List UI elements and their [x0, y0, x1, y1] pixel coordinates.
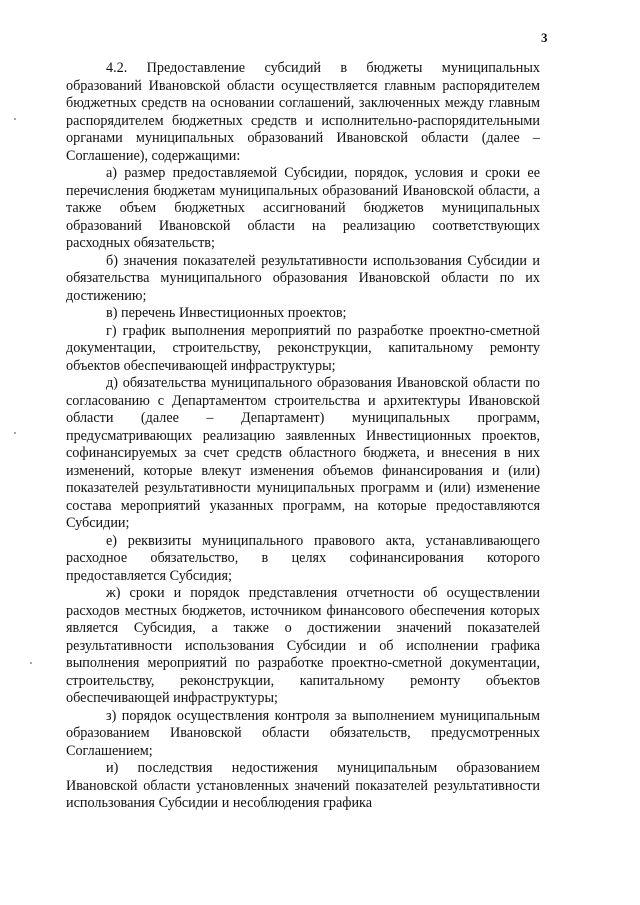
document-text [66, 60, 540, 813]
list-item-zh: ж) сроки и порядок представления отчетности об осуществлении расходов местных бюджетов, источником финансового обеспечения которых является Субсидия, а также о достижении значений показателей результативности использования Субсидии и об исполнении графика выполнения мероприятий по разработке проектно-сметной документации, строительству, реконструкции, капитальному ремонту объектов обеспечивающей инфраструктуры; [66, 585, 540, 706]
list-item-a: а) размер предоставляемой Субсидии, порядок, условия и сроки ее перечисления бюджетам муниципальных образований Ивановской области, а также объем бюджетных ассигнований бюджетов муниципальных образований Ивановской области на реализацию соответствующих расходных обязательств; [66, 165, 540, 251]
list-item-d: д) обязательства муниципального образования Ивановской области по согласованию с Департаментом строительства и архитектуры Ивановской области (далее – Департамент) муниципальных программ, предусматривающих реализацию заявленных Инвестиционных проектов, софинансируемых за счет средств областного бюджета, и внесения в них изменений, которые влекут изменения объемов финансирования и (или) показателей результативности муниципальных программ и (или) изменение состава мероприятий указанных программ, на которые предоставляются Субсидии; [66, 375, 540, 531]
scan-speck [14, 432, 16, 434]
page-number: 3 [541, 30, 548, 45]
list-item-e: е) реквизиты муниципального правового акта, устанавливающего расходное обязательство, в целях софинансирования которого предоставляется Субсидия; [66, 532, 540, 584]
list-item-g: г) график выполнения мероприятий по разработке проектно-сметной документации, строительству, реконструкции, капитальному ремонту объектов обеспечивающей инфраструктуры; [66, 322, 540, 374]
list-item-z: з) порядок осуществления контроля за выполнением муниципальным образованием Ивановской области обязательств, предусмотренных Соглашением; [66, 707, 540, 759]
list-item-v: в) перечень Инвестиционных проектов; [106, 305, 347, 321]
scan-speck [30, 662, 32, 664]
list-item-i: и) последствия недостижения муниципальным образованием Ивановской области установленных значений показателей результативности использования Субсидии и несоблюдения графика [66, 760, 540, 811]
scan-speck [14, 118, 16, 120]
paragraph-4-2: 4.2. Предоставление субсидий в бюджеты муниципальных образований Ивановской области осуществляется главным распорядителем бюджетных средств на основании соглашений, заключенных между главным распорядителем бюджетных средств и исполнительно-распорядительными органами муниципальных образований Ивановской области (далее – Соглашение), содержащими: [66, 60, 540, 164]
list-item-b: б) значения показателей результативности использования Субсидии и обязательства муниципального образования Ивановской области по их достижению; [66, 252, 540, 304]
